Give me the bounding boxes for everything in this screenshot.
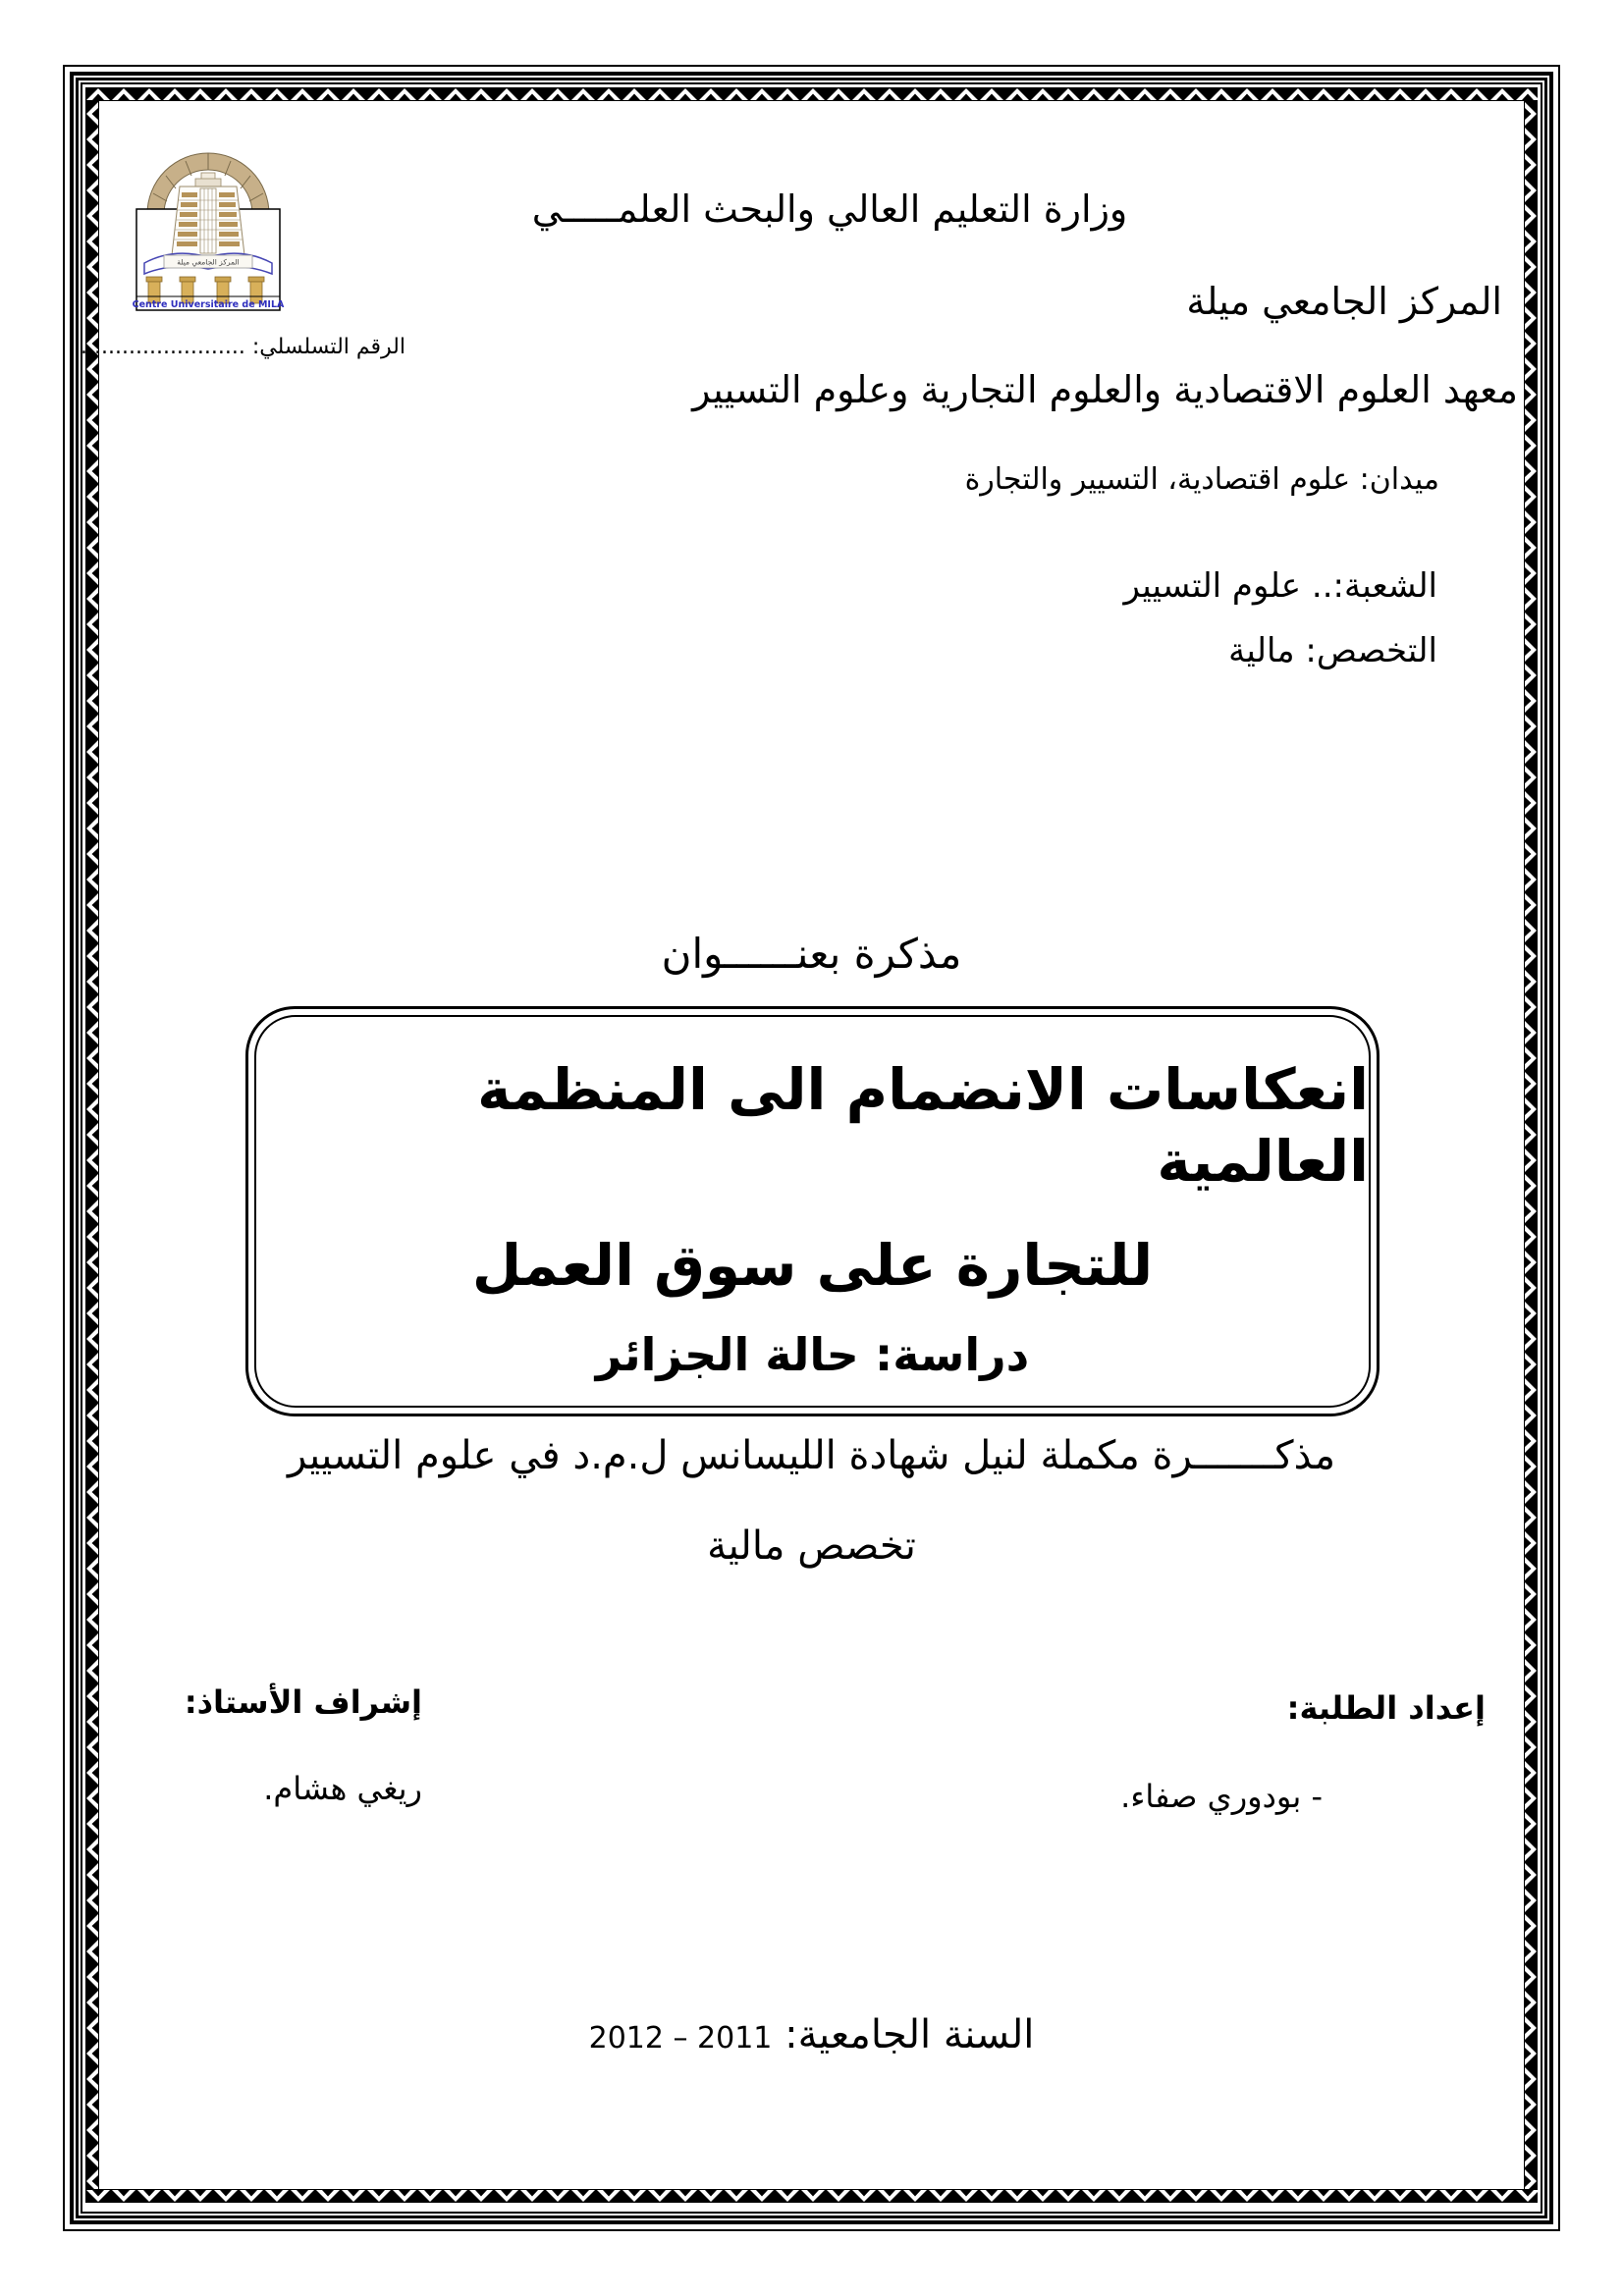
specialty-major-line: تخصص مالية bbox=[707, 1523, 916, 1569]
frame-zigzag-right bbox=[1524, 101, 1538, 2189]
branch-line: الشعبة:.. علوم التسيير bbox=[1123, 566, 1437, 606]
logo-building bbox=[172, 173, 244, 255]
students-label: إعداد الطلبة: bbox=[1286, 1689, 1486, 1727]
thesis-title-line1: انعكاسات الانضمام الى المنظمة العالمية bbox=[477, 1056, 1369, 1195]
thesis-title-line3: دراسة: حالة الجزائر bbox=[595, 1327, 1030, 1381]
specialty-line: التخصص: مالية bbox=[1228, 631, 1437, 670]
title-box bbox=[245, 1006, 1380, 1416]
memo-heading: مذكرة بعنــــــوان bbox=[661, 930, 962, 978]
academic-year-value: 2011 – 2012 bbox=[588, 2021, 773, 2056]
serial-number-line: الرقم التسلسلي: ........................ bbox=[81, 335, 406, 359]
frame-zigzag-left bbox=[85, 101, 99, 2189]
degree-line: مذكـــــــرة مكملة لنيل شهادة الليسانس ل.م.د في علوم التسيير bbox=[287, 1433, 1336, 1478]
student-name: - بودوري صفاء. bbox=[1120, 1778, 1323, 1815]
logo-banner-text: المركز الجامعي ميلة bbox=[177, 257, 240, 267]
institute-line: معهد العلوم الاقتصادية والعلوم التجارية وعلوم التسيير bbox=[692, 368, 1518, 411]
thesis-title-line2: للتجارة على سوق العمل bbox=[471, 1232, 1154, 1299]
university-line: المركز الجامعي ميلة bbox=[1186, 280, 1502, 323]
academic-year-line bbox=[98, 2010, 1525, 2059]
field-line: ميدان: علوم اقتصادية، التسيير والتجارة bbox=[964, 462, 1439, 497]
ministry-line: وزارة التعليم العالي والبحث العلمـــــي bbox=[531, 187, 1128, 231]
frame-zigzag-top bbox=[85, 87, 1538, 101]
logo-caption-text: Centre Universitaire de MILA bbox=[132, 299, 285, 310]
academic-year-label: السنة الجامعية: bbox=[784, 2012, 1035, 2057]
supervisor-label: إشراف الأستاذ: bbox=[184, 1683, 422, 1721]
frame-zigzag-bottom bbox=[85, 2189, 1538, 2203]
supervisor-name: ريغي هشام. bbox=[263, 1770, 422, 1807]
title-box-inner bbox=[254, 1015, 1371, 1408]
